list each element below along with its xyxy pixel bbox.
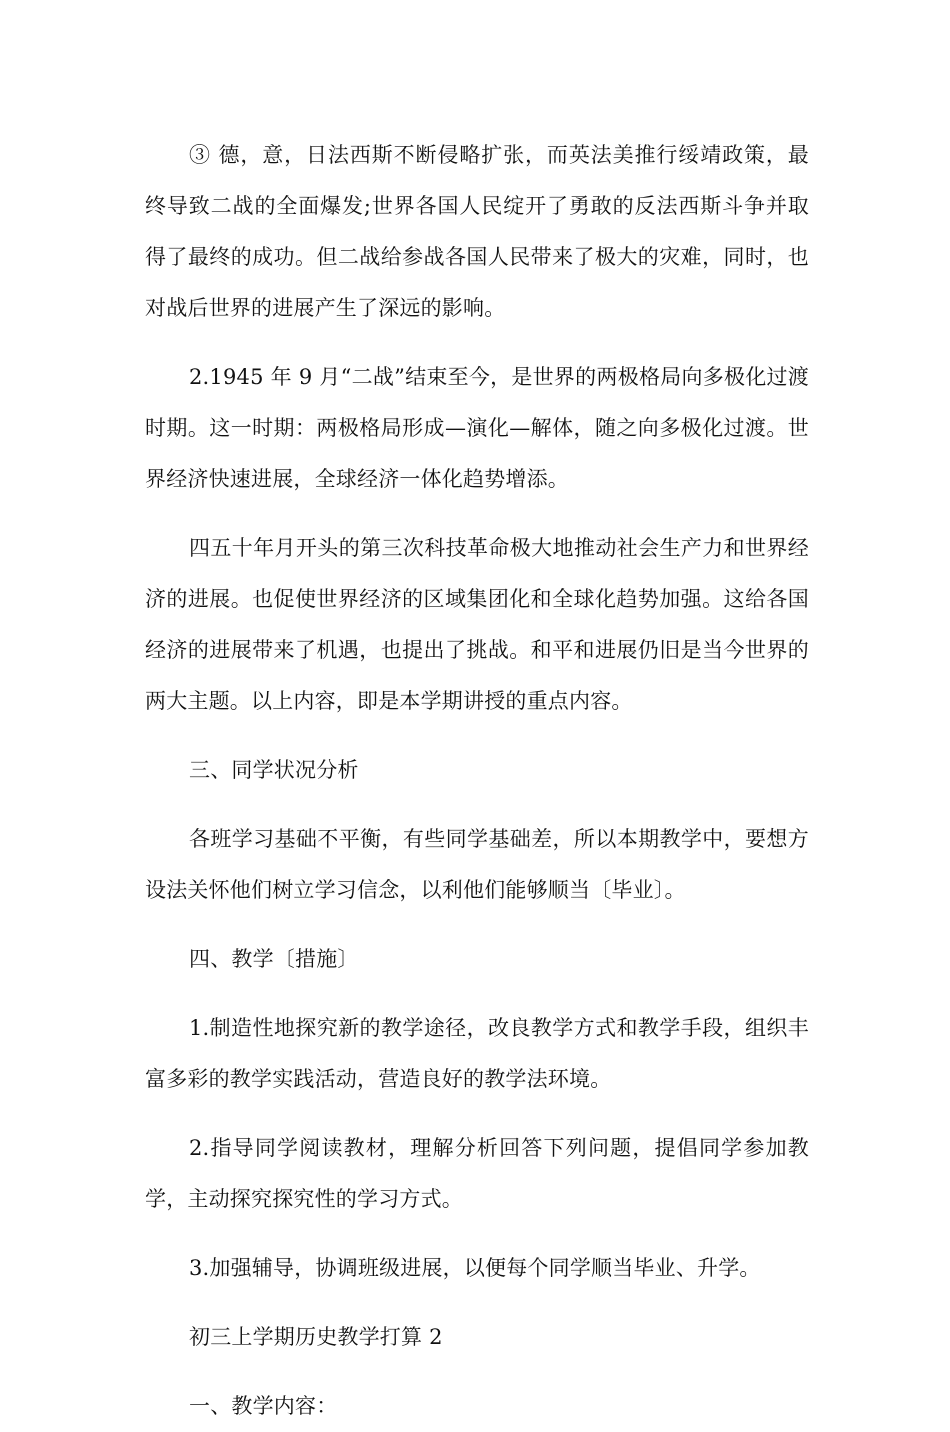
- section-heading-student-analysis: 三、同学状况分析: [189, 758, 359, 782]
- document-body: [145, 130, 809, 1432]
- document-subtitle: 初三上学期历史教学打算 2: [189, 1325, 443, 1349]
- paragraph-student-analysis: 各班学习基础不平衡，有些同学基础差，所以本期教学中，要想方设法关怀他们树立学习信念，以利他们能够顺当〔毕业〕。: [145, 827, 809, 902]
- paragraph-tech-revolution: 四五十年月开头的第三次科技革命极大地推动社会生产力和世界经济的进展。也促使世界经济的区域集团化和全球化趋势加强。这给各国经济的进展带来了机遇，也提出了挑战。和平和进展仍旧是当今世界的两大主题。以上内容，即是本学期讲授的重点内容。: [145, 536, 809, 713]
- paragraph-postwar-period: 2.1945 年 9 月“二战”结束至今，是世界的两极格局向多极化过渡时期。这一时期：两极格局形成—演化—解体，随之向多极化过渡。世界经济快速进展，全球经济一体化趋势增添。: [145, 365, 809, 491]
- section-heading-teaching-measures: 四、教学〔措施〕: [189, 947, 359, 971]
- paragraph-wwii-causes: ③ 德，意，日法西斯不断侵略扩张，而英法美推行绥靖政策，最终导致二战的全面爆发;世界各国人民绽开了勇敢的反法西斯斗争并取得了最终的成功。但二战给参战各国人民带来了极大的灾难，同时，也对战后世界的进展产生了深远的影响。: [145, 143, 809, 320]
- list-item-measure-2: 2.指导同学阅读教材，理解分析回答下列问题，提倡同学参加教学，主动探究探究性的学习方式。: [145, 1136, 809, 1211]
- list-item-measure-3: 3.加强辅导，协调班级进展，以便每个同学顺当毕业、升学。: [189, 1256, 761, 1280]
- section-heading-teaching-content: 一、教学内容：: [189, 1394, 338, 1418]
- list-item-measure-1: 1.制造性地探究新的教学途径，改良教学方式和教学手段，组织丰富多彩的教学实践活动，营造良好的教学法环境。: [145, 1016, 809, 1091]
